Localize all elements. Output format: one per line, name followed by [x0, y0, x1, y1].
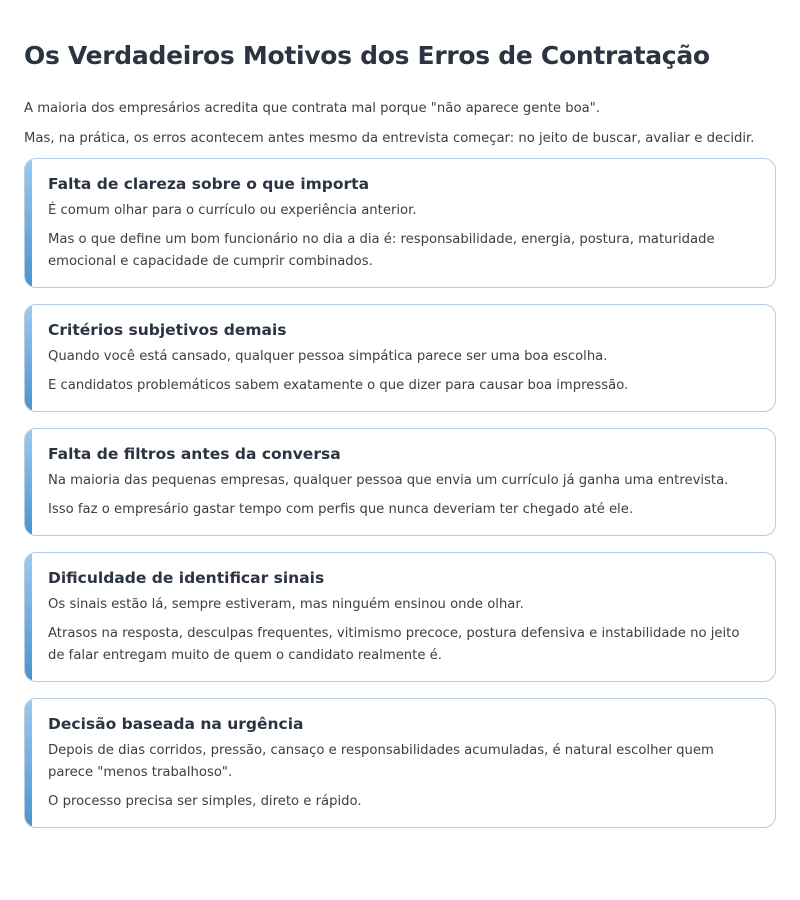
reason-card-title: Dificuldade de identificar sinais	[48, 569, 325, 587]
page-title: Os Verdadeiros Motivos dos Erros de Contratação	[24, 41, 710, 70]
reason-card-text: Os sinais estão lá, sempre estiveram, mas ninguém ensinou onde olhar.	[48, 597, 524, 612]
reason-card-text: Depois de dias corridos, pressão, cansaço e responsabilidades acumuladas, é natural escolher quem parece "menos trabalhoso".	[48, 743, 714, 780]
reason-card-text: É comum olhar para o currículo ou experiência anterior.	[48, 203, 417, 218]
reason-card-text: Isso faz o empresário gastar tempo com perfis que nunca deveriam ter chegado até ele.	[48, 502, 634, 517]
reason-card-text: Mas o que define um bom funcionário no dia a dia é: responsabilidade, energia, postura, maturidade emocional e capacidade de cumprir combinados.	[48, 232, 715, 269]
reason-card-text: Na maioria das pequenas empresas, qualquer pessoa que envia um currículo já ganha uma entrevista.	[48, 473, 729, 488]
reason-card-text: O processo precisa ser simples, direto e rápido.	[48, 794, 362, 809]
reason-card-text: Atrasos na resposta, desculpas frequentes, vitimismo precoce, postura defensiva e instabilidade no jeito de falar entregam muito de quem o candidato realmente é.	[48, 626, 740, 663]
reason-card-title: Critérios subjetivos demais	[48, 321, 287, 339]
reason-card-text: E candidatos problemáticos sabem exatamente o que dizer para causar boa impressão.	[48, 378, 629, 393]
reason-card	[24, 552, 776, 682]
reason-card-title: Decisão baseada na urgência	[48, 715, 304, 733]
intro-paragraph: A maioria dos empresários acredita que contrata mal porque "não aparece gente boa".	[24, 101, 601, 116]
reason-card	[24, 304, 776, 412]
reason-card-title: Falta de filtros antes da conversa	[48, 445, 341, 463]
reason-card	[24, 428, 776, 536]
reason-card	[24, 158, 776, 288]
intro-paragraph: Mas, na prática, os erros acontecem antes mesmo da entrevista começar: no jeito de buscar, avaliar e decidir.	[24, 131, 755, 146]
reason-card-text: Quando você está cansado, qualquer pessoa simpática parece ser uma boa escolha.	[48, 349, 608, 364]
reason-card-title: Falta de clareza sobre o que importa	[48, 175, 370, 193]
reasons-list	[24, 158, 776, 828]
reason-card	[24, 698, 776, 828]
